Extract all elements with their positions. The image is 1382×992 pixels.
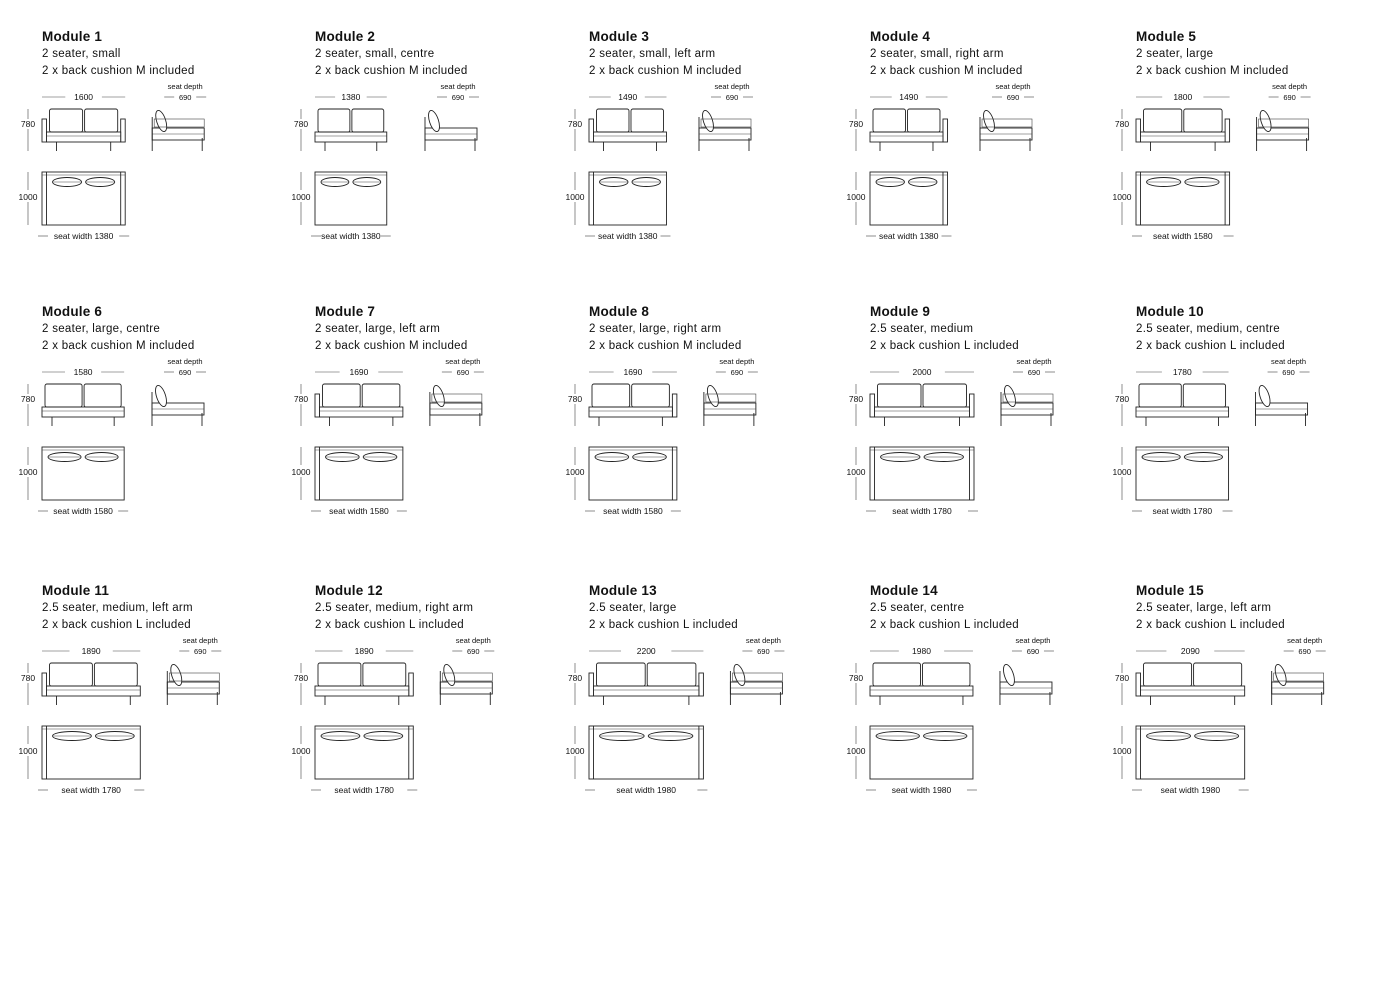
module-title: Module 10 — [1136, 304, 1204, 319]
module-cushions: 2 x back cushion M included — [315, 65, 468, 77]
module-drawing — [559, 583, 859, 798]
height-label: 780 — [20, 119, 36, 129]
depth-label: 1000 — [291, 192, 311, 202]
height-label: 780 — [567, 673, 583, 683]
depth-label: 1000 — [291, 746, 311, 756]
module-title: Module 8 — [589, 304, 650, 319]
front-view — [589, 384, 677, 426]
module-cushions: 2 x back cushion L included — [1136, 340, 1285, 352]
width-label: 2000 — [912, 367, 932, 377]
seat-depth-caption: seat depth — [167, 82, 203, 91]
module-11 — [18, 583, 302, 823]
plan-view — [1136, 726, 1245, 779]
depth-label: 1000 — [291, 467, 311, 477]
module-description: 2.5 seater, large — [589, 602, 677, 614]
width-label: 1490 — [899, 92, 919, 102]
height-label: 780 — [1114, 394, 1130, 404]
seat-width-label: seat width 1380 — [878, 231, 939, 241]
module-title: Module 15 — [1136, 583, 1204, 598]
seat-width-label: seat width 1780 — [61, 785, 121, 795]
module-drawing — [12, 29, 312, 244]
module-title: Module 5 — [1136, 29, 1197, 44]
depth-label: 1000 — [1112, 192, 1132, 202]
height-label: 780 — [567, 394, 583, 404]
front-view — [42, 663, 140, 705]
module-drawing — [840, 583, 1140, 798]
seat-depth-caption: seat depth — [167, 357, 203, 366]
seat-depth-caption: seat depth — [1272, 82, 1308, 91]
side-view — [980, 109, 1032, 151]
seat-depth-caption: seat depth — [182, 636, 218, 645]
depth-label: 1000 — [1112, 746, 1132, 756]
module-title: Module 3 — [589, 29, 650, 44]
plan-view — [315, 172, 387, 225]
side-view — [1257, 109, 1309, 151]
side-view — [1001, 384, 1053, 426]
module-3 — [565, 29, 849, 269]
seat-depth-caption: seat depth — [455, 636, 491, 645]
module-title: Module 7 — [315, 304, 376, 319]
module-description: 2 seater, large, right arm — [589, 323, 722, 335]
width-label: 1800 — [1173, 92, 1193, 102]
module-cushions: 2 x back cushion L included — [870, 340, 1019, 352]
module-drawing — [559, 29, 859, 244]
front-view — [42, 109, 125, 151]
width-label: 1690 — [349, 367, 369, 377]
seat-depth-value: 690 — [1026, 647, 1040, 656]
side-view — [1000, 663, 1052, 705]
seat-depth-value: 690 — [1027, 368, 1041, 377]
front-view — [1136, 663, 1245, 705]
seat-depth-value: 690 — [451, 93, 465, 102]
seat-width-label: seat width 1580 — [329, 506, 389, 516]
height-label: 780 — [20, 394, 36, 404]
depth-label: 1000 — [846, 467, 866, 477]
front-view — [315, 384, 403, 426]
front-view — [589, 109, 666, 151]
module-description: 2 seater, small, left arm — [589, 48, 716, 60]
module-6 — [18, 304, 302, 544]
module-drawing — [1106, 29, 1382, 244]
front-view — [42, 384, 124, 426]
seat-width-label: seat width 1980 — [1160, 785, 1221, 795]
side-view — [430, 384, 482, 426]
seat-width-label: seat width 1380 — [597, 231, 658, 241]
depth-label: 1000 — [565, 746, 585, 756]
seat-depth-value: 690 — [178, 93, 192, 102]
seat-depth-value: 690 — [757, 647, 770, 656]
front-view — [315, 663, 413, 705]
module-cushions: 2 x back cushion M included — [42, 340, 195, 352]
front-view — [870, 663, 973, 705]
module-drawing — [840, 29, 1140, 244]
seat-depth-caption: seat depth — [719, 357, 755, 366]
module-9 — [846, 304, 1130, 544]
height-label: 780 — [293, 119, 309, 129]
seat-depth-value: 690 — [178, 368, 192, 377]
width-label: 1780 — [1172, 367, 1192, 377]
front-view — [1136, 384, 1229, 426]
module-5 — [1112, 29, 1382, 269]
depth-label: 1000 — [565, 192, 585, 202]
height-label: 780 — [848, 673, 864, 683]
seat-depth-caption: seat depth — [440, 82, 476, 91]
height-label: 780 — [293, 394, 309, 404]
height-label: 780 — [1114, 119, 1130, 129]
height-label: 780 — [848, 119, 864, 129]
module-description: 2 seater, small — [42, 48, 121, 60]
module-drawing — [285, 29, 585, 244]
module-cushions: 2 x back cushion L included — [1136, 619, 1285, 631]
module-drawing — [1106, 304, 1382, 519]
seat-depth-value: 690 — [456, 368, 470, 377]
height-label: 780 — [1114, 673, 1130, 683]
depth-label: 1000 — [1112, 467, 1132, 477]
front-view — [1136, 109, 1230, 151]
width-label: 1380 — [341, 92, 361, 102]
seat-width-label: seat width 1780 — [892, 506, 952, 516]
side-view — [730, 663, 782, 705]
module-drawing — [559, 304, 859, 519]
seat-depth-value: 690 — [1006, 93, 1020, 102]
seat-depth-caption: seat depth — [1287, 636, 1323, 645]
module-title: Module 12 — [315, 583, 383, 598]
module-15 — [1112, 583, 1382, 823]
depth-label: 1000 — [565, 467, 585, 477]
width-label: 1580 — [73, 367, 93, 377]
module-cushions: 2 x back cushion M included — [42, 65, 195, 77]
front-view — [315, 109, 387, 151]
seat-depth-value: 690 — [1283, 93, 1296, 102]
module-title: Module 9 — [870, 304, 931, 319]
module-title: Module 1 — [42, 29, 103, 44]
width-label: 1690 — [623, 367, 643, 377]
plan-view — [589, 726, 703, 779]
module-description: 2.5 seater, centre — [870, 602, 965, 614]
module-drawing — [840, 304, 1140, 519]
depth-label: 1000 — [18, 192, 38, 202]
seat-depth-caption: seat depth — [1271, 357, 1307, 366]
seat-depth-caption: seat depth — [714, 82, 750, 91]
width-label: 1490 — [618, 92, 638, 102]
module-cushions: 2 x back cushion L included — [589, 619, 738, 631]
seat-depth-value: 690 — [1298, 647, 1311, 656]
side-view — [152, 384, 204, 426]
side-view — [699, 109, 751, 151]
side-view — [425, 109, 477, 151]
width-label: 1980 — [912, 646, 931, 656]
depth-label: 1000 — [846, 746, 866, 756]
width-label: 2090 — [1180, 646, 1200, 656]
module-title: Module 4 — [870, 29, 931, 44]
module-cushions: 2 x back cushion M included — [315, 340, 468, 352]
module-cushions: 2 x back cushion L included — [315, 619, 464, 631]
width-label: 2200 — [636, 646, 656, 656]
module-7 — [291, 304, 575, 544]
plan-view — [315, 726, 413, 779]
side-view — [704, 384, 756, 426]
module-description: 2 seater, large, centre — [42, 323, 161, 335]
depth-label: 1000 — [846, 192, 866, 202]
front-view — [870, 384, 974, 426]
module-4 — [846, 29, 1130, 269]
seat-width-label: seat width 1380 — [53, 231, 114, 241]
module-drawing — [12, 583, 312, 798]
plan-view — [870, 172, 947, 225]
seat-depth-caption: seat depth — [445, 357, 481, 366]
front-view — [870, 109, 947, 151]
seat-depth-value: 690 — [730, 368, 744, 377]
seat-depth-caption: seat depth — [745, 636, 781, 645]
module-description: 2 seater, small, right arm — [870, 48, 1004, 60]
seat-width-label: seat width 1980 — [616, 785, 676, 795]
depth-label: 1000 — [18, 467, 38, 477]
plan-view — [1136, 172, 1230, 225]
module-cushions: 2 x back cushion L included — [42, 619, 191, 631]
module-description: 2 seater, large — [1136, 48, 1214, 60]
front-view — [589, 663, 703, 705]
plan-view — [589, 447, 677, 500]
plan-view — [42, 172, 125, 225]
side-view — [1272, 663, 1324, 705]
plan-view — [1136, 447, 1229, 500]
module-description: 2.5 seater, medium, left arm — [42, 602, 193, 614]
seat-width-label: seat width 1780 — [334, 785, 394, 795]
module-14 — [846, 583, 1130, 823]
module-13 — [565, 583, 849, 823]
plan-view — [42, 726, 140, 779]
seat-depth-caption: seat depth — [995, 82, 1031, 91]
height-label: 780 — [848, 394, 864, 404]
module-description: 2.5 seater, medium, centre — [1136, 323, 1280, 335]
module-cushions: 2 x back cushion M included — [589, 65, 742, 77]
depth-label: 1000 — [18, 746, 38, 756]
seat-depth-value: 690 — [1282, 368, 1295, 377]
module-description: 2.5 seater, large, left arm — [1136, 602, 1272, 614]
module-cushions: 2 x back cushion L included — [870, 619, 1019, 631]
module-title: Module 13 — [589, 583, 657, 598]
height-label: 780 — [567, 119, 583, 129]
module-cushions: 2 x back cushion M included — [1136, 65, 1289, 77]
module-description: 2.5 seater, medium — [870, 323, 974, 335]
module-cushions: 2 x back cushion M included — [870, 65, 1023, 77]
module-12 — [291, 583, 575, 823]
seat-depth-value: 690 — [725, 93, 739, 102]
width-label: 1600 — [74, 92, 94, 102]
plan-view — [42, 447, 124, 500]
module-title: Module 11 — [42, 583, 110, 598]
height-label: 780 — [20, 673, 36, 683]
seat-depth-caption: seat depth — [1015, 636, 1051, 645]
module-description: 2 seater, small, centre — [315, 48, 435, 60]
module-drawing — [285, 304, 585, 519]
seat-depth-caption: seat depth — [1016, 357, 1052, 366]
side-view — [167, 663, 219, 705]
seat-depth-value: 690 — [467, 647, 480, 656]
module-8 — [565, 304, 849, 544]
seat-depth-value: 690 — [194, 647, 207, 656]
module-title: Module 2 — [315, 29, 376, 44]
width-label: 1890 — [354, 646, 374, 656]
height-label: 780 — [293, 673, 309, 683]
side-view — [1256, 384, 1308, 426]
side-view — [152, 109, 204, 151]
seat-width-label: seat width 1380 — [321, 231, 381, 241]
plan-view — [870, 726, 973, 779]
module-description: 2 seater, large, left arm — [315, 323, 441, 335]
module-cushions: 2 x back cushion M included — [589, 340, 742, 352]
seat-width-label: seat width 1580 — [603, 506, 663, 516]
side-view — [440, 663, 492, 705]
module-drawing — [1106, 583, 1382, 798]
module-1 — [18, 29, 302, 269]
plan-view — [870, 447, 974, 500]
module-description: 2.5 seater, medium, right arm — [315, 602, 474, 614]
seat-width-label: seat width 1580 — [53, 506, 113, 516]
width-label: 1890 — [81, 646, 101, 656]
module-2 — [291, 29, 575, 269]
module-drawing — [285, 583, 585, 798]
plan-view — [315, 447, 403, 500]
module-title: Module 14 — [870, 583, 938, 598]
module-title: Module 6 — [42, 304, 103, 319]
module-10 — [1112, 304, 1382, 544]
seat-width-label: seat width 1980 — [891, 785, 952, 795]
seat-width-label: seat width 1580 — [1153, 231, 1213, 241]
seat-width-label: seat width 1780 — [1152, 506, 1213, 516]
plan-view — [589, 172, 666, 225]
module-drawing — [12, 304, 312, 519]
